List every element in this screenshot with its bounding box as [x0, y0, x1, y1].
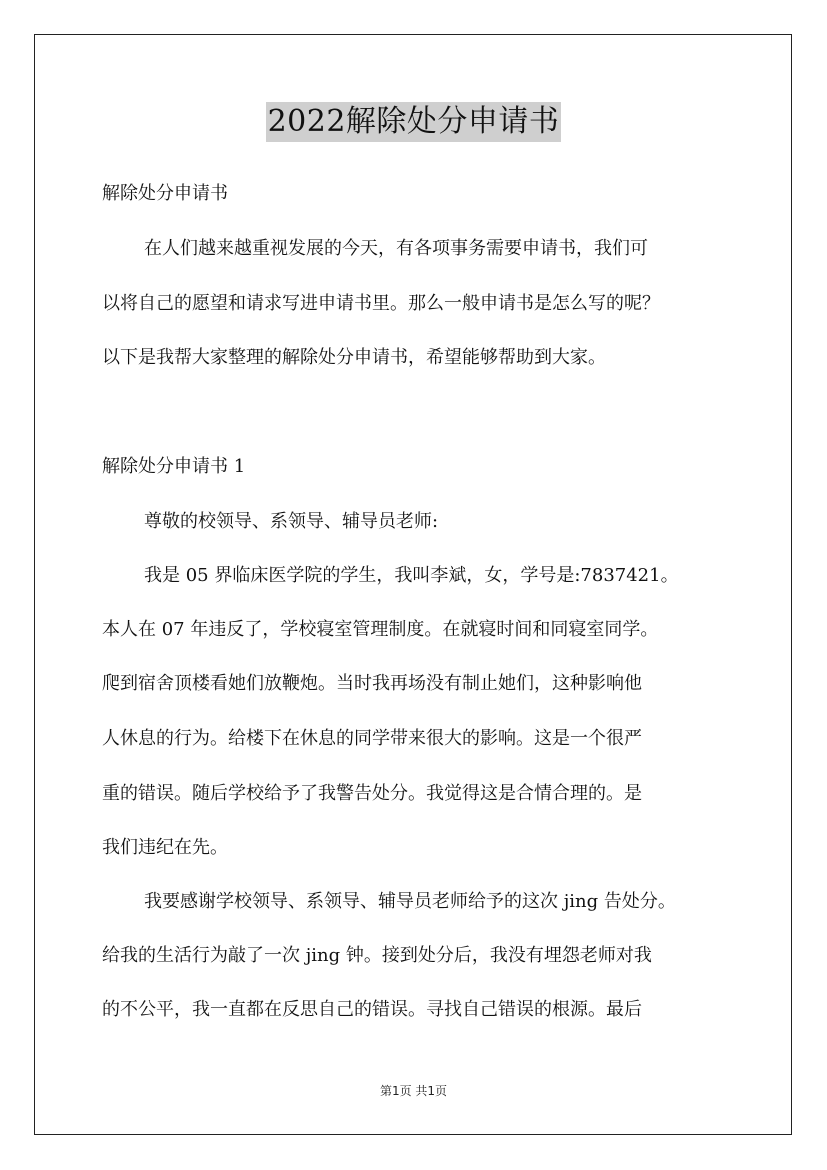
paragraph-line: 本人在 07 年违反了，学校寝室管理制度。在就寝时间和同寝室同学。 [102, 619, 659, 640]
paragraph-line: 给我的生活行为敲了一次 jing 钟。接到处分后，我没有埋怨老师对我 [102, 945, 652, 966]
intro-heading: 解除处分申请书 [102, 183, 228, 204]
paragraph-line: 人休息的行为。给楼下在休息的同学带来很大的影响。这是一个很严 [102, 728, 642, 749]
page-footer: 第1页 共1页 [379, 1084, 448, 1098]
section-heading: 解除处分申请书 1 [102, 456, 246, 477]
document-title: 2022解除处分申请书 [266, 102, 562, 142]
paragraph-line: 重的错误。随后学校给予了我警告处分。我觉得这是合情合理的。是 [102, 783, 642, 804]
salutation: 尊敬的校领导、系领导、辅导员老师: [144, 511, 439, 532]
paragraph-line: 我是 05 界临床医学院的学生，我叫李斌，女，学号是:7837421。 [144, 565, 679, 586]
intro-line: 以将自己的愿望和请求写进申请书里。那么一般申请书是怎么写的呢？ [102, 293, 660, 314]
intro-line: 在人们越来越重视发展的今天，有各项事务需要申请书，我们可 [144, 238, 648, 259]
title-container [0, 102, 827, 142]
paragraph-line: 我们违纪在先。 [102, 837, 228, 858]
paragraph-line: 我要感谢学校领导、系领导、辅导员老师给予的这次 jing 告处分。 [144, 891, 676, 912]
paragraph-line: 爬到宿舍顶楼看她们放鞭炮。当时我再场没有制止她们，这种影响他 [102, 673, 642, 694]
intro-line: 以下是我帮大家整理的解除处分申请书，希望能够帮助到大家。 [102, 347, 606, 368]
paragraph-line: 的不公平，我一直都在反思自己的错误。寻找自己错误的根源。最后 [102, 999, 642, 1020]
